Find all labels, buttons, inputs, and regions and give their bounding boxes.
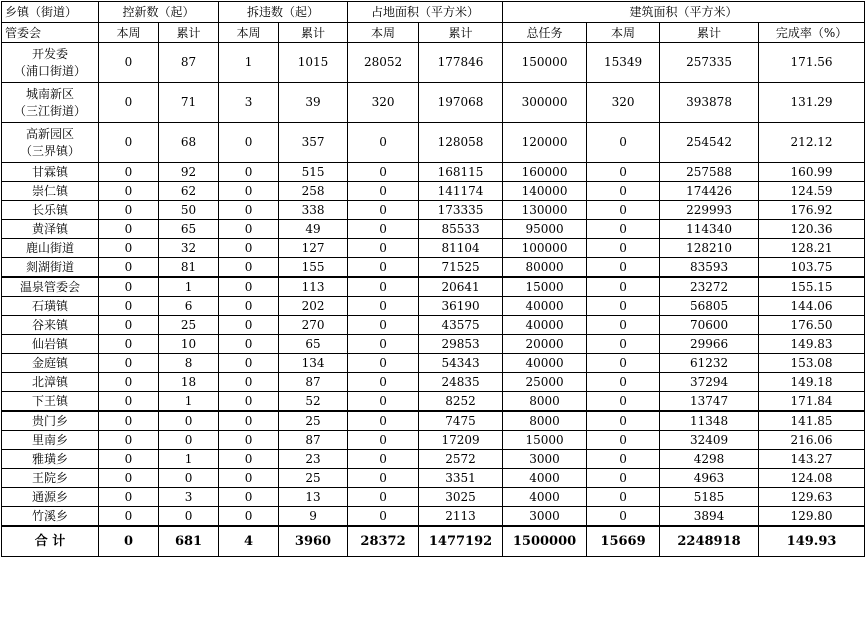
total-cell-c8: 15669 [587, 526, 660, 557]
cell-c4: 357 [279, 123, 348, 163]
cell-c2: 6 [159, 297, 219, 316]
cell-c4: 1015 [279, 43, 348, 83]
table-row [2, 488, 865, 507]
cell-c5: 0 [348, 297, 419, 316]
cell-c5: 0 [348, 201, 419, 220]
cell-c2: 10 [159, 335, 219, 354]
cell-c7: 4000 [503, 469, 587, 488]
cell-c4: 338 [279, 201, 348, 220]
cell-c9: 56805 [660, 297, 759, 316]
table-row [2, 220, 865, 239]
cell-c7: 25000 [503, 373, 587, 392]
cell-c3: 0 [219, 182, 279, 201]
region-header: 乡镇（街道） [2, 2, 99, 23]
cum-header: 累计 [419, 23, 503, 43]
cell-c7: 140000 [503, 182, 587, 201]
cell-c8: 0 [587, 277, 660, 297]
cell-c2: 32 [159, 239, 219, 258]
cell-c7: 80000 [503, 258, 587, 278]
cell-c3: 0 [219, 431, 279, 450]
region-name: 北漳镇 [2, 373, 99, 392]
cell-c10: 153.08 [759, 354, 865, 373]
cell-c4: 39 [279, 83, 348, 123]
table-row [2, 277, 865, 297]
cell-c8: 0 [587, 354, 660, 373]
table-row [2, 469, 865, 488]
cell-c4: 134 [279, 354, 348, 373]
week-header: 本周 [348, 23, 419, 43]
cell-c1: 0 [99, 469, 159, 488]
cell-c7: 8000 [503, 392, 587, 412]
cell-c3: 0 [219, 297, 279, 316]
cell-c4: 87 [279, 373, 348, 392]
cell-c3: 0 [219, 411, 279, 431]
cell-c5: 0 [348, 123, 419, 163]
cell-c7: 300000 [503, 83, 587, 123]
cell-c7: 3000 [503, 507, 587, 527]
table-row [2, 43, 865, 83]
cell-c10: 131.29 [759, 83, 865, 123]
cell-c4: 25 [279, 469, 348, 488]
cell-c4: 23 [279, 450, 348, 469]
demolish-new-header: 控新数（起） [99, 2, 219, 23]
cell-c1: 0 [99, 373, 159, 392]
cell-c6: 36190 [419, 297, 503, 316]
cell-c8: 0 [587, 335, 660, 354]
cell-c2: 68 [159, 123, 219, 163]
table-row [2, 297, 865, 316]
region-name: 崇仁镇 [2, 182, 99, 201]
cell-c2: 92 [159, 163, 219, 182]
cell-c9: 128210 [660, 239, 759, 258]
region-name: 温泉管委会 [2, 277, 99, 297]
cell-c10: 176.92 [759, 201, 865, 220]
cell-c2: 71 [159, 83, 219, 123]
cell-c4: 113 [279, 277, 348, 297]
cell-c2: 0 [159, 411, 219, 431]
cell-c9: 4298 [660, 450, 759, 469]
cell-c3: 0 [219, 163, 279, 182]
cell-c5: 0 [348, 258, 419, 278]
cell-c1: 0 [99, 488, 159, 507]
table-row [2, 258, 865, 278]
cell-c3: 0 [219, 201, 279, 220]
table-row [2, 450, 865, 469]
total-cell-c5: 28372 [348, 526, 419, 557]
cell-c9: 174426 [660, 182, 759, 201]
table-row [2, 335, 865, 354]
cell-c7: 20000 [503, 335, 587, 354]
cell-c9: 23272 [660, 277, 759, 297]
total-cell-c6: 1477192 [419, 526, 503, 557]
cum-header: 累计 [159, 23, 219, 43]
cell-c8: 0 [587, 123, 660, 163]
cell-c5: 320 [348, 83, 419, 123]
cell-c5: 0 [348, 335, 419, 354]
cell-c9: 70600 [660, 316, 759, 335]
cell-c9: 37294 [660, 373, 759, 392]
cell-c6: 7475 [419, 411, 503, 431]
table-row [2, 507, 865, 527]
cell-c2: 81 [159, 258, 219, 278]
cell-c8: 0 [587, 488, 660, 507]
statistics-table [1, 1, 865, 557]
cell-c1: 0 [99, 43, 159, 83]
cell-c6: 177846 [419, 43, 503, 83]
region-name: 鹿山街道 [2, 239, 99, 258]
week-header: 本周 [99, 23, 159, 43]
cell-c6: 173335 [419, 201, 503, 220]
cell-c4: 65 [279, 335, 348, 354]
region-name: 甘霖镇 [2, 163, 99, 182]
cell-c10: 171.56 [759, 43, 865, 83]
cell-c4: 270 [279, 316, 348, 335]
table-row [2, 83, 865, 123]
cell-c6: 141174 [419, 182, 503, 201]
cell-c8: 0 [587, 258, 660, 278]
cell-c7: 150000 [503, 43, 587, 83]
cell-c7: 3000 [503, 450, 587, 469]
cell-c7: 40000 [503, 297, 587, 316]
cell-c6: 128058 [419, 123, 503, 163]
cell-c1: 0 [99, 182, 159, 201]
cell-c10: 143.27 [759, 450, 865, 469]
cell-c2: 3 [159, 488, 219, 507]
cell-c8: 0 [587, 201, 660, 220]
cell-c7: 100000 [503, 239, 587, 258]
cell-c8: 0 [587, 297, 660, 316]
cell-c5: 0 [348, 373, 419, 392]
cell-c2: 65 [159, 220, 219, 239]
table-row [2, 239, 865, 258]
cell-c10: 144.06 [759, 297, 865, 316]
cell-c6: 24835 [419, 373, 503, 392]
cell-c4: 515 [279, 163, 348, 182]
cell-c4: 87 [279, 431, 348, 450]
cell-c1: 0 [99, 297, 159, 316]
week-header: 本周 [587, 23, 660, 43]
cell-c3: 0 [219, 220, 279, 239]
table-row [2, 373, 865, 392]
cell-c2: 62 [159, 182, 219, 201]
cell-c7: 40000 [503, 316, 587, 335]
cell-c7: 4000 [503, 488, 587, 507]
cell-c6: 54343 [419, 354, 503, 373]
cell-c8: 0 [587, 392, 660, 412]
total-cell-c7: 1500000 [503, 526, 587, 557]
cell-c7: 130000 [503, 201, 587, 220]
cell-c5: 0 [348, 163, 419, 182]
cell-c3: 3 [219, 83, 279, 123]
cell-c1: 0 [99, 411, 159, 431]
cell-c3: 0 [219, 277, 279, 297]
region-name: 贵门乡 [2, 411, 99, 431]
table-row [2, 316, 865, 335]
cell-c9: 61232 [660, 354, 759, 373]
region-name: 通源乡 [2, 488, 99, 507]
cell-c5: 0 [348, 507, 419, 527]
region-name: 黄泽镇 [2, 220, 99, 239]
cell-c3: 0 [219, 507, 279, 527]
table-row [2, 392, 865, 412]
cell-c9: 32409 [660, 431, 759, 450]
cell-c6: 81104 [419, 239, 503, 258]
cell-c6: 3351 [419, 469, 503, 488]
cell-c6: 197068 [419, 83, 503, 123]
cell-c5: 28052 [348, 43, 419, 83]
cell-c10: 149.83 [759, 335, 865, 354]
cell-c4: 127 [279, 239, 348, 258]
cell-c3: 0 [219, 373, 279, 392]
cell-c6: 43575 [419, 316, 503, 335]
total-cell-c4: 3960 [279, 526, 348, 557]
cum-header: 累计 [279, 23, 348, 43]
cell-c7: 95000 [503, 220, 587, 239]
cell-c3: 0 [219, 316, 279, 335]
cell-c8: 0 [587, 469, 660, 488]
cell-c1: 0 [99, 83, 159, 123]
region-name: 仙岩镇 [2, 335, 99, 354]
cell-c1: 0 [99, 450, 159, 469]
cell-c10: 216.06 [759, 431, 865, 450]
cell-c5: 0 [348, 488, 419, 507]
cell-c9: 257335 [660, 43, 759, 83]
cell-c1: 0 [99, 123, 159, 163]
build-area-header: 建筑面积（平方米） [503, 2, 865, 23]
cell-c8: 0 [587, 431, 660, 450]
cell-c3: 0 [219, 469, 279, 488]
cell-c3: 0 [219, 258, 279, 278]
cell-c10: 120.36 [759, 220, 865, 239]
cell-c8: 320 [587, 83, 660, 123]
cell-c10: 212.12 [759, 123, 865, 163]
total-label: 合 计 [2, 526, 99, 557]
cell-c4: 13 [279, 488, 348, 507]
cell-c3: 1 [219, 43, 279, 83]
cell-c6: 71525 [419, 258, 503, 278]
cell-c1: 0 [99, 335, 159, 354]
cell-c5: 0 [348, 239, 419, 258]
cell-c2: 0 [159, 507, 219, 527]
cell-c4: 49 [279, 220, 348, 239]
cell-c10: 149.18 [759, 373, 865, 392]
cell-c9: 29966 [660, 335, 759, 354]
table-row [2, 182, 865, 201]
cell-c2: 1 [159, 392, 219, 412]
total-cell-c2: 681 [159, 526, 219, 557]
cell-c7: 8000 [503, 411, 587, 431]
cell-c10: 171.84 [759, 392, 865, 412]
region-name: 长乐镇 [2, 201, 99, 220]
cell-c5: 0 [348, 411, 419, 431]
cell-c9: 11348 [660, 411, 759, 431]
cell-c1: 0 [99, 201, 159, 220]
cell-c5: 0 [348, 316, 419, 335]
cell-c4: 258 [279, 182, 348, 201]
cell-c1: 0 [99, 431, 159, 450]
region-name: 下王镇 [2, 392, 99, 412]
cell-c3: 0 [219, 335, 279, 354]
demolish-header: 拆违数（起） [219, 2, 348, 23]
cell-c1: 0 [99, 258, 159, 278]
region-name: 雅璜乡 [2, 450, 99, 469]
cell-c4: 52 [279, 392, 348, 412]
cell-c7: 15000 [503, 431, 587, 450]
land-area-header: 占地面积（平方米） [348, 2, 503, 23]
cell-c1: 0 [99, 354, 159, 373]
cell-c10: 155.15 [759, 277, 865, 297]
cell-c9: 254542 [660, 123, 759, 163]
region-name: 金庭镇 [2, 354, 99, 373]
cell-c6: 29853 [419, 335, 503, 354]
cell-c10: 124.59 [759, 182, 865, 201]
cell-c4: 25 [279, 411, 348, 431]
cell-c8: 0 [587, 507, 660, 527]
total-cell-c9: 2248918 [660, 526, 759, 557]
cell-c2: 0 [159, 469, 219, 488]
cell-c8: 15349 [587, 43, 660, 83]
cell-c8: 0 [587, 220, 660, 239]
cell-c6: 8252 [419, 392, 503, 412]
cell-c1: 0 [99, 277, 159, 297]
cell-c3: 0 [219, 354, 279, 373]
cell-c10: 176.50 [759, 316, 865, 335]
cell-c5: 0 [348, 431, 419, 450]
cell-c2: 18 [159, 373, 219, 392]
cell-c4: 9 [279, 507, 348, 527]
cell-c9: 4963 [660, 469, 759, 488]
table-row [2, 431, 865, 450]
cell-c5: 0 [348, 354, 419, 373]
cell-c9: 5185 [660, 488, 759, 507]
cell-c10: 128.21 [759, 239, 865, 258]
region-name: 剡湖街道 [2, 258, 99, 278]
cell-c1: 0 [99, 163, 159, 182]
table-row [2, 163, 865, 182]
cell-c3: 0 [219, 450, 279, 469]
cell-c1: 0 [99, 239, 159, 258]
cell-c6: 168115 [419, 163, 503, 182]
cell-c2: 1 [159, 450, 219, 469]
cell-c9: 229993 [660, 201, 759, 220]
cell-c4: 155 [279, 258, 348, 278]
cell-c1: 0 [99, 507, 159, 527]
total-row [2, 526, 865, 557]
cell-c10: 103.75 [759, 258, 865, 278]
cell-c2: 25 [159, 316, 219, 335]
region-name: 竹溪乡 [2, 507, 99, 527]
cum-header: 累计 [660, 23, 759, 43]
cell-c3: 0 [219, 488, 279, 507]
cell-c6: 3025 [419, 488, 503, 507]
rate-header: 完成率（%） [759, 23, 865, 43]
cell-c9: 393878 [660, 83, 759, 123]
table-row [2, 354, 865, 373]
cell-c3: 0 [219, 392, 279, 412]
cell-c3: 0 [219, 123, 279, 163]
cell-c1: 0 [99, 316, 159, 335]
cell-c6: 17209 [419, 431, 503, 450]
cell-c6: 2113 [419, 507, 503, 527]
cell-c8: 0 [587, 163, 660, 182]
cell-c10: 160.99 [759, 163, 865, 182]
cell-c3: 0 [219, 239, 279, 258]
cell-c2: 50 [159, 201, 219, 220]
cell-c5: 0 [348, 182, 419, 201]
region-name: 谷来镇 [2, 316, 99, 335]
cell-c2: 0 [159, 431, 219, 450]
cell-c10: 129.80 [759, 507, 865, 527]
committee-header: 管委会 [2, 23, 99, 43]
cell-c9: 114340 [660, 220, 759, 239]
cell-c8: 0 [587, 239, 660, 258]
region-name: 城南新区 （三江街道） [2, 83, 99, 123]
total-cell-c10: 149.93 [759, 526, 865, 557]
header-row-1 [2, 2, 865, 23]
cell-c9: 3894 [660, 507, 759, 527]
region-name: 里南乡 [2, 431, 99, 450]
cell-c6: 2572 [419, 450, 503, 469]
cell-c10: 141.85 [759, 411, 865, 431]
cell-c2: 87 [159, 43, 219, 83]
region-name: 开发委 （浦口街道） [2, 43, 99, 83]
cell-c8: 0 [587, 182, 660, 201]
cell-c8: 0 [587, 450, 660, 469]
table-row [2, 201, 865, 220]
cell-c2: 8 [159, 354, 219, 373]
cell-c10: 129.63 [759, 488, 865, 507]
cell-c1: 0 [99, 392, 159, 412]
total-cell-c1: 0 [99, 526, 159, 557]
cell-c9: 13747 [660, 392, 759, 412]
cell-c5: 0 [348, 469, 419, 488]
cell-c5: 0 [348, 277, 419, 297]
cell-c2: 1 [159, 277, 219, 297]
total-task-header: 总任务 [503, 23, 587, 43]
region-name: 高新园区 （三界镇） [2, 123, 99, 163]
cell-c8: 0 [587, 316, 660, 335]
cell-c5: 0 [348, 392, 419, 412]
cell-c5: 0 [348, 450, 419, 469]
cell-c7: 120000 [503, 123, 587, 163]
table-row [2, 123, 865, 163]
header-row-2 [2, 23, 865, 43]
cell-c7: 40000 [503, 354, 587, 373]
cell-c9: 83593 [660, 258, 759, 278]
cell-c1: 0 [99, 220, 159, 239]
cell-c8: 0 [587, 373, 660, 392]
cell-c6: 85533 [419, 220, 503, 239]
region-name: 石璜镇 [2, 297, 99, 316]
cell-c9: 257588 [660, 163, 759, 182]
cell-c7: 15000 [503, 277, 587, 297]
table-row [2, 411, 865, 431]
cell-c10: 124.08 [759, 469, 865, 488]
total-cell-c3: 4 [219, 526, 279, 557]
cell-c4: 202 [279, 297, 348, 316]
cell-c8: 0 [587, 411, 660, 431]
cell-c5: 0 [348, 220, 419, 239]
cell-c6: 20641 [419, 277, 503, 297]
week-header: 本周 [219, 23, 279, 43]
cell-c7: 160000 [503, 163, 587, 182]
region-name: 王院乡 [2, 469, 99, 488]
